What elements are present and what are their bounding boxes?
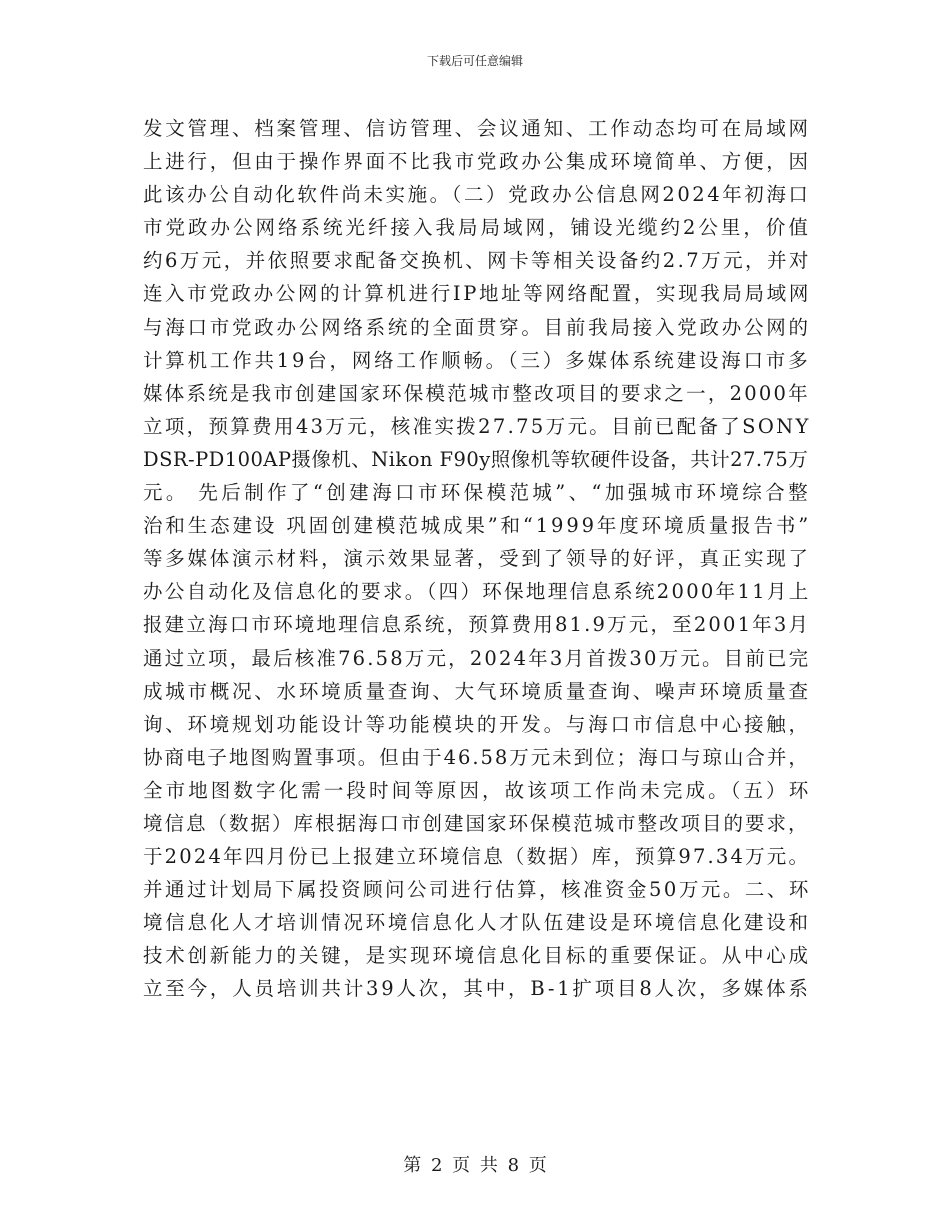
- body-line: 连入市党政办公网的计算机进行IP地址等网络配置，实现我局局域网: [143, 282, 811, 306]
- body-line: 立至今，人员培训共计39人次，其中，B-1扩项目8人次，多媒体系: [143, 977, 811, 1001]
- body-line: 元。 先后制作了“创建海口市环保模范城”、“加强城市环境综合整: [143, 481, 812, 505]
- body-line: DSR-PD100AP摄像机、Nikon F90y照像机等软硬件设备，共计27.75万: [143, 447, 809, 471]
- body-line: 与海口市党政办公网络系统的全面贯穿。目前我局接入党政办公网的: [143, 315, 811, 339]
- body-line: 报建立海口市环境地理信息系统，预算费用81.9万元，至2001年3月: [143, 613, 811, 637]
- body-line: 治和生态建设 巩固创建模范城成果”和“1999年度环境质量报告书”: [143, 514, 812, 538]
- body-line: 境信息化人才培训情况环境信息化人才队伍建设是环境信息化建设和: [143, 911, 811, 935]
- body-line: 办公自动化及信息化的要求。（四）环保地理信息系统2000年11月上: [143, 580, 811, 604]
- body-line: 协商电子地图购置事项。但由于46.58万元未到位；海口与琼山合并，: [143, 745, 810, 769]
- body-line: 立项，预算费用43万元，核准实拨27.75万元。目前已配备了SONY: [143, 414, 811, 438]
- body-line: 通过立项，最后核准76.58万元，2024年3月首拨30万元。目前已完: [143, 646, 811, 670]
- body-line: 于2024年四月份已上报建立环境信息（数据）库，预算97.34万元。: [143, 845, 811, 869]
- body-line: 计算机工作共19台，网络工作顺畅。（三）多媒体系统建设海口市多: [143, 348, 811, 372]
- body-line: 发文管理、档案管理、信访管理、会议通知、工作动态均可在局域网: [143, 117, 811, 140]
- body-line: 上进行，但由于操作界面不比我市党政办公集成环境简单、方便，因: [143, 150, 811, 174]
- body-line: 市党政办公网络系统光纤接入我局局域网，铺设光缆约2公里，价值: [143, 216, 811, 240]
- body-line: 此该办公自动化软件尚未实施。（二）党政办公信息网2024年初海口: [143, 183, 811, 207]
- body-line: 成城市概况、水环境质量查询、大气环境质量查询、噪声环境质量查: [143, 679, 811, 703]
- page-header: 下载后可任意编辑: [426, 54, 523, 68]
- body-line: 媒体系统是我市创建国家环保模范城市整改项目的要求之一，2000年: [143, 381, 810, 405]
- body-line: 全市地图数字化需一段时间等原因，故该项工作尚未完成。（五）环: [143, 778, 812, 802]
- body-text: [143, 112, 812, 1006]
- body-line: 并通过计划局下属投资顾问公司进行估算，核准资金50万元。二、环: [143, 878, 811, 902]
- body-line: 询、环境规划功能设计等功能模块的开发。与海口市信息中心接触，: [143, 712, 811, 736]
- body-line: 等多媒体演示材料，演示效果显著，受到了领导的好评，真正实现了: [143, 547, 811, 571]
- page-footer: 第 2 页 共 8 页: [403, 1155, 547, 1176]
- body-line: 约6万元，并依照要求配备交换机、网卡等相关设备约2.7万元，并对: [143, 249, 811, 273]
- body-line: 技术创新能力的关键，是实现环境信息化目标的重要保证。从中心成: [143, 944, 811, 968]
- body-line: 境信息（数据）库根据海口市创建国家环保模范城市整改项目的要求，: [143, 811, 810, 835]
